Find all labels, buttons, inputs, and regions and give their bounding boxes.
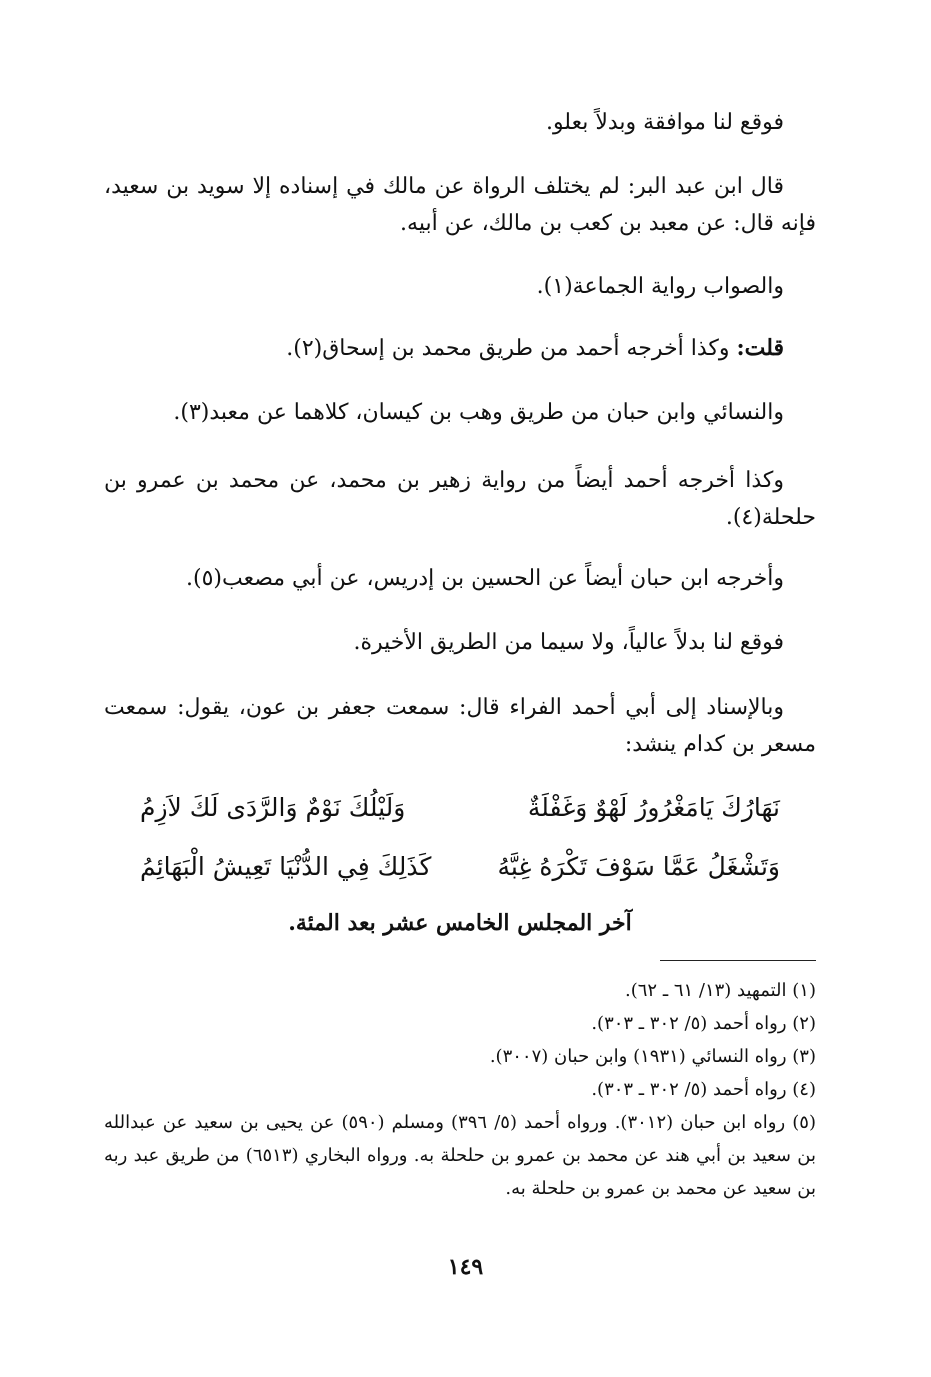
paragraph-7: وأخرجه ابن حبان أيضاً عن الحسين بن إدريس، عن أبي مصعب(٥). xyxy=(186,566,784,591)
paragraph-4-text: وكذا أخرجه أحمد من طريق محمد بن إسحاق(٢). xyxy=(286,336,737,361)
paragraph-5: والنسائي وابن حبان من طريق وهب بن كيسان، كلاهما عن معبد(٣). xyxy=(173,400,784,425)
footnote-5: (٥) رواه ابن حبان (٣٠١٢). ورواه أحمد (٥/ ٣٩٦) ومسلم (٥٩٠) عن يحيى بن سعيد عن عبدالله بن سعيد بن أبي هند عن محمد بن عمرو بن حلحلة به. ورواه البخاري (٦٥١٣) من طريق عبد ربه بن سعيد عن محمد بن عمرو بن حلحلة به. xyxy=(104,1112,816,1199)
footnote-2: (٢) رواه أحمد (٥/ ٣٠٢ ـ ٣٠٣). xyxy=(591,1013,816,1034)
paragraph-1: فوقع لنا موافقة وبدلاً بعلو. xyxy=(545,110,784,135)
paragraph-4-label: قلت: xyxy=(736,335,784,361)
poem-verse-1 xyxy=(140,793,780,833)
paragraph-6: وكذا أخرجه أحمد أيضاً من رواية زهير بن محمد، عن محمد بن عمرو بن حلحلة(٤). xyxy=(104,468,816,530)
footnote-separator xyxy=(660,960,816,961)
paragraph-3: والصواب رواية الجماعة(١). xyxy=(536,274,784,299)
paragraph-8: فوقع لنا بدلاً عالياً، ولا سيما من الطريق الأخيرة. xyxy=(353,630,784,655)
footnote-3: (٣) رواه النسائي (١٩٣١) وابن حبان (٣٠٠٧). xyxy=(489,1046,816,1067)
footnote-4: (٤) رواه أحمد (٥/ ٣٠٢ ـ ٣٠٣). xyxy=(591,1079,816,1100)
footnotes xyxy=(104,974,816,1205)
poem-verse-2-second-hemistich: كَذَلِكَ فِي الدُّنْيَا تَعِيشُ الْبَهَائِمُ xyxy=(140,852,432,881)
paragraph-4 xyxy=(104,330,816,367)
poem-verse-1-first-hemistich: نَهَارُكَ يَامَغْرُورُ لَهْوٌ وَغَفْلَةٌ xyxy=(527,793,780,822)
paragraph-9: وبالإسناد إلى أبي أحمد الفراء قال: سمعت جعفر بن عون، يقول: سمعت مسعر بن كدام ينشد: xyxy=(104,695,816,757)
poem-verse-2 xyxy=(140,852,780,892)
paragraph-2: قال ابن عبد البر: لم يختلف الرواة عن مالك في إسناده إلا سويد بن سعيد، فإنه قال: عن معبد بن كعب بن مالك، عن أبيه. xyxy=(104,174,816,236)
session-closing-line: آخر المجلس الخامس عشر بعد المئة. xyxy=(288,910,632,936)
poem-verse-1-second-hemistich: وَلَيْلُكَ نَوْمٌ وَالرَّدَى لَكَ لاَزِمُ xyxy=(140,793,406,822)
footnote-1: (١) التمهيد (١٣/ ٦١ ـ ٦٢). xyxy=(625,980,816,1001)
page-number: ١٤٩ xyxy=(447,1254,484,1280)
poem-verse-2-first-hemistich: وَتَشْغَلُ عَمَّا سَوْفَ تَكْرَهُ غِبَّهُ xyxy=(497,852,780,881)
